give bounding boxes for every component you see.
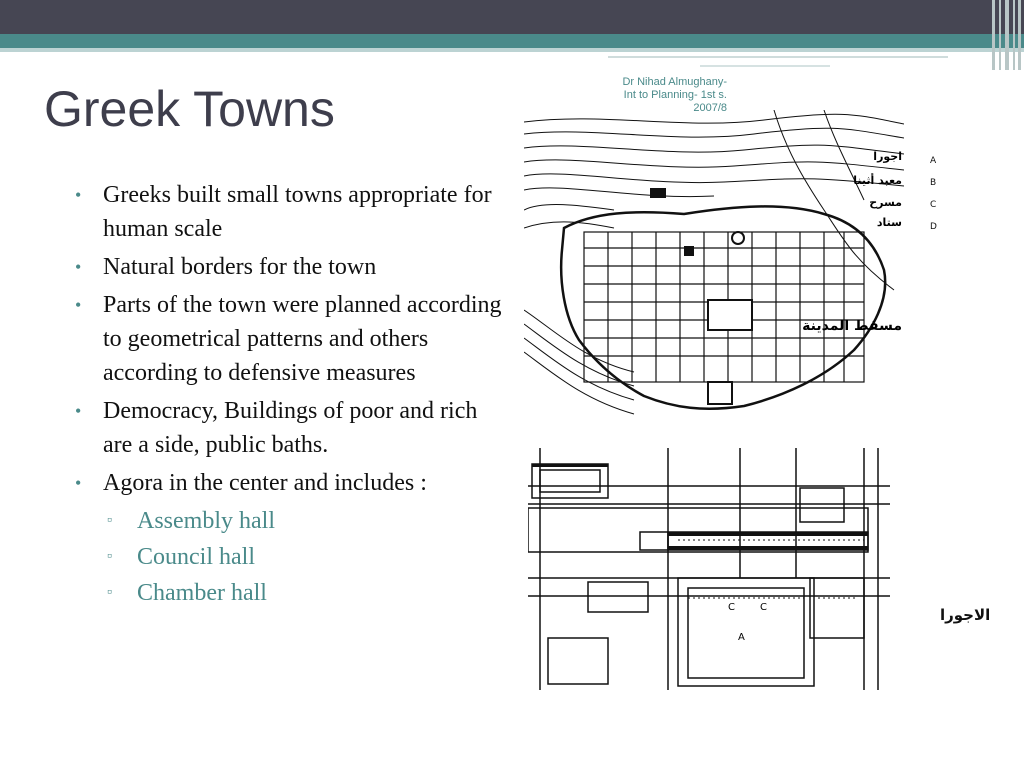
bullet-item — [75, 250, 505, 284]
bullet-dot-icon: • — [75, 473, 82, 493]
bullet-dot-icon: • — [75, 185, 82, 205]
map-caption: مسقط المدينة — [802, 318, 902, 334]
author-line: Dr Nihad Almughany- — [622, 76, 727, 88]
bullet-text: Parts of the town were planned according to geometrical patterns and others according to defensive measures — [103, 292, 502, 386]
bullet-dot-icon: • — [75, 295, 82, 315]
legend-label: مسرح — [869, 196, 902, 209]
bullet-item — [75, 288, 505, 390]
square-bullet-icon: ▫ — [107, 585, 112, 600]
bullet-text: Greeks built small towns appropriate for human scale — [103, 182, 492, 242]
agora-plan-map — [528, 448, 890, 690]
corner-stripes — [990, 0, 1024, 70]
sub-bullet-text: Assembly hall — [137, 508, 275, 534]
bullet-list — [75, 178, 505, 610]
bullet-text: Agora in the center and includes : — [103, 470, 427, 496]
sub-bullet-text: Chamber hall — [137, 580, 267, 606]
bullet-dot-icon: • — [75, 401, 82, 421]
bullet-item — [75, 394, 505, 462]
sub-bullet-item — [107, 504, 505, 538]
legend-label: معبد أثينا — [853, 174, 902, 187]
bullet-text: Democracy, Buildings of poor and rich are a side, public baths. — [103, 398, 478, 458]
legend-letter: A — [930, 156, 937, 166]
agora-caption: الاجورا — [940, 606, 991, 624]
square-bullet-icon: ▫ — [107, 513, 112, 528]
bullet-item — [75, 466, 505, 500]
sub-bullet-item — [107, 540, 505, 574]
plan-letter: A — [738, 632, 745, 643]
legend-letters — [930, 150, 937, 238]
header-accent-line — [608, 56, 948, 58]
bullet-item — [75, 178, 505, 246]
legend-letter: B — [930, 178, 937, 188]
square-bullet-icon: ▫ — [107, 549, 112, 564]
author-line: Int to Planning- 1st s. — [623, 89, 727, 101]
legend-letter: D — [930, 222, 937, 232]
legend-label: اجورا — [873, 150, 902, 163]
author-line: 2007/8 — [693, 102, 727, 114]
legend-label: ستاد — [876, 216, 902, 229]
plan-letter: C — [728, 602, 735, 613]
legend-letter: C — [930, 200, 937, 210]
town-plan-map — [524, 110, 904, 416]
bullet-text: Natural borders for the town — [103, 254, 377, 280]
sub-bullet-item — [107, 576, 505, 610]
plan-letter: C — [760, 602, 767, 613]
bullet-dot-icon: • — [75, 257, 82, 277]
sub-bullet-text: Council hall — [137, 544, 255, 570]
slide-title: Greek Towns — [44, 81, 335, 137]
top-light-line — [0, 48, 1024, 52]
top-teal-bar — [0, 34, 1024, 48]
top-dark-bar — [0, 0, 1024, 34]
header-accent-line-short — [700, 65, 830, 67]
